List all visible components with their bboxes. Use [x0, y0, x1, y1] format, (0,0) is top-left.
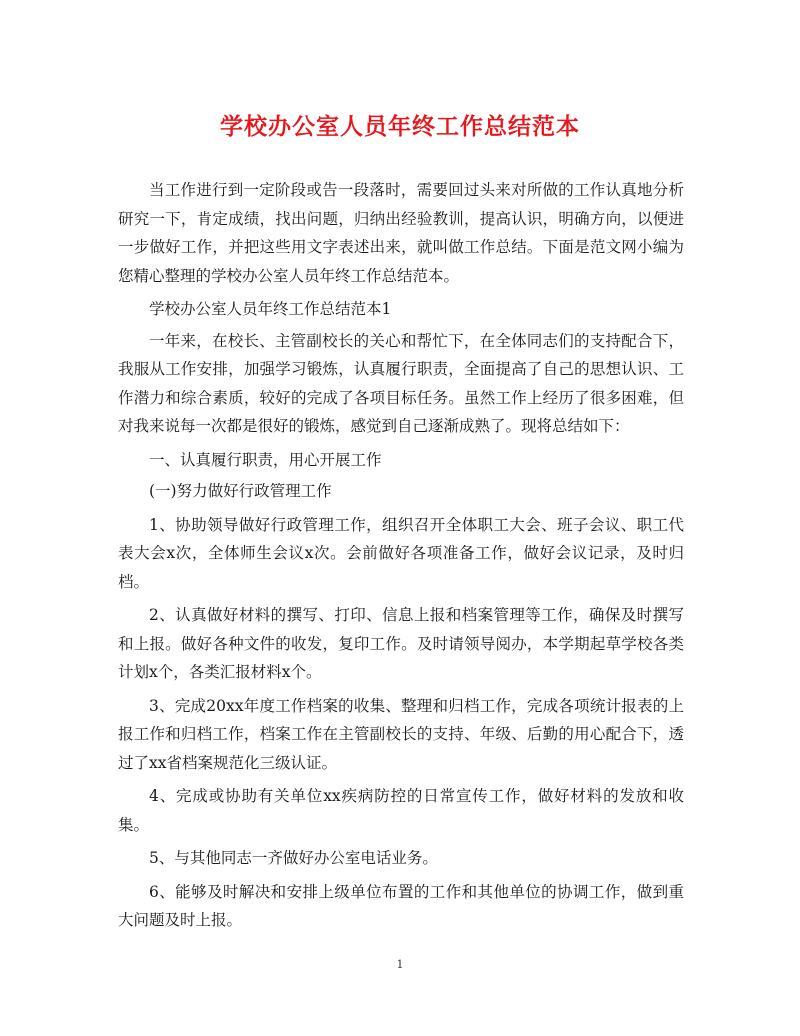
subheading-2: (一)努力做好行政管理工作 — [149, 482, 332, 500]
list-item-6: 6、能够及时解决和安排上级单位布置的工作和其他单位的协调工作，做到重大问题及时上报。 — [118, 882, 684, 929]
list-item-1: 1、协助领导做好行政管理工作，组织召开全体职工大会、班子会议、职工代表大会x次，全体师生会议x次。会前做好各项准备工作，做好会议记录，及时归档。 — [118, 515, 684, 591]
section-heading: 学校办公室人员年终工作总结范本1 — [149, 300, 392, 318]
subheading-1: 一、认真履行职责，用心开展工作 — [149, 450, 382, 469]
page-number: 1 — [396, 958, 404, 971]
list-item-4: 4、完成或协助有关单位xx疾病防控的日常宣传工作，做好材料的发放和收集。 — [118, 787, 684, 834]
intro-paragraph: 当工作进行到一定阶段或告一段落时，需要回过头来对所做的工作认真地分析研究一下，肯定成绩，找出问题，归纳出经验教训，提高认识，明确方向，以便进一步做好工作，并把这些用文字表述出来，就叫做工作总结。下面是范文网小编为您精心整理的学校办公室人员年终工作总结范本。 — [118, 181, 684, 285]
list-item-3: 3、完成20xx年度工作档案的收集、整理和归档工作，完成各项统计报表的上报工作和归档工作，档案工作在主管副校长的支持、年级、后勤的用心配合下，透过了xx省档案规范化三级认证。 — [118, 696, 684, 772]
document-title: 学校办公室人员年终工作总结范本 — [220, 113, 580, 140]
list-item-2: 2、认真做好材料的撰写、打印、信息上报和档案管理等工作，确保及时撰写和上报。做好各种文件的收发，复印工作。及时请领导阅办，本学期起草学校各类计划x个，各类汇报材料x个。 — [118, 606, 684, 681]
document-body — [118, 176, 684, 940]
list-item-5: 5、与其他同志一齐做好办公室电话业务。 — [149, 849, 438, 867]
body-paragraph: 一年来，在校长、主管副校长的关心和帮忙下，在全体同志们的支持配合下，我服从工作安排，加强学习锻炼，认真履行职责，全面提高了自己的思想认识、工作潜力和综合素质，较好的完成了各项目标任务。虽然工作上经历了很多困难，但对我来说每一次都是很好的锻炼，感觉到自己逐渐成熟了。现将总结如下： — [118, 331, 684, 435]
